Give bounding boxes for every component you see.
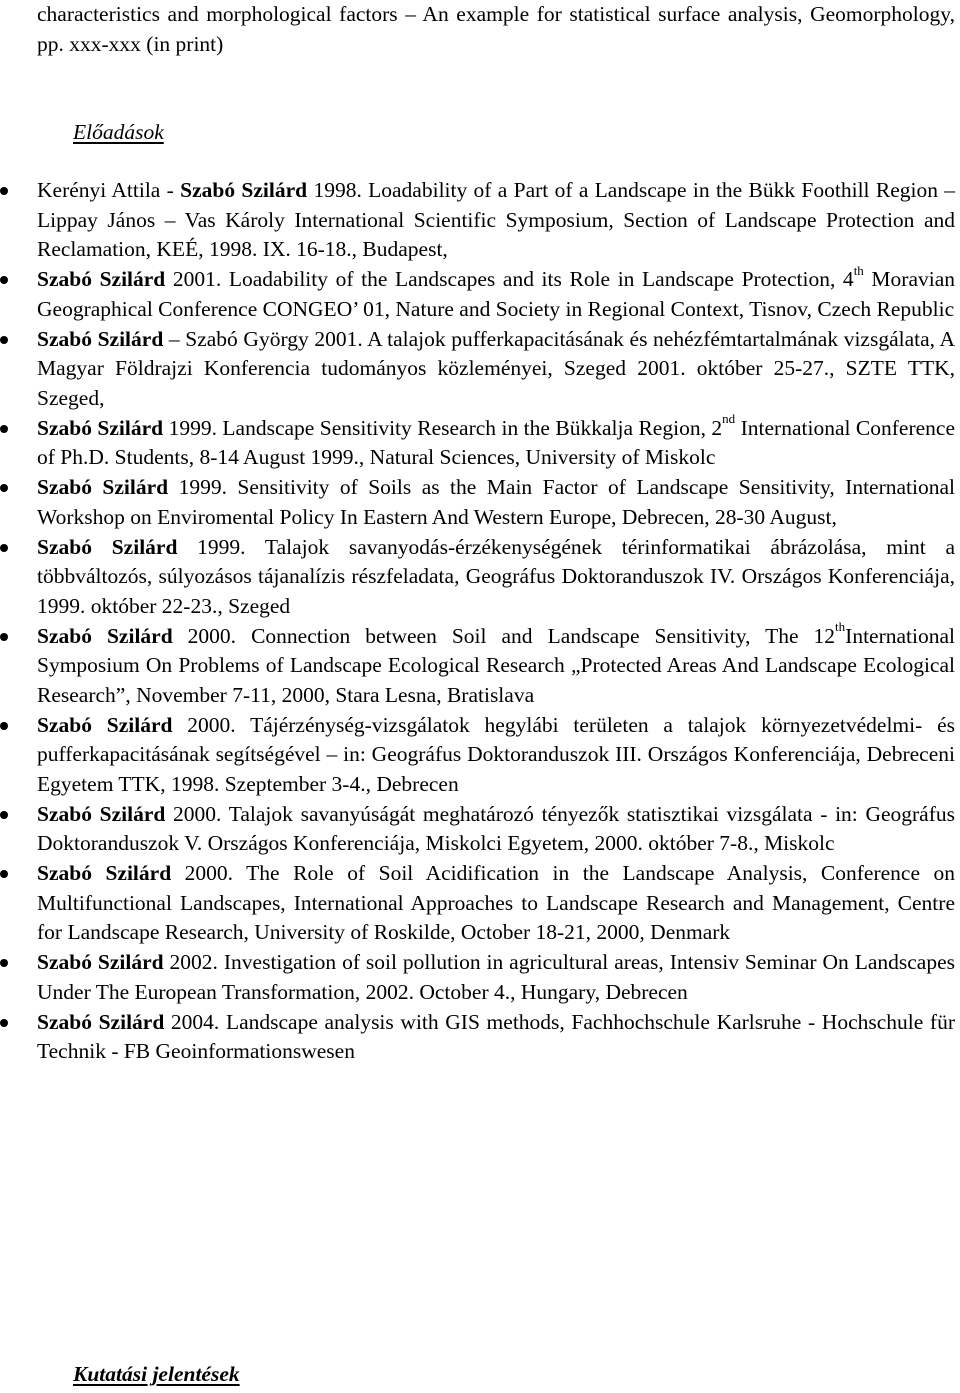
list-item: Szabó Szilárd 1999. Landscape Sensitivity Research in the Bükkalja Region, 2nd International Conference of Ph.D. Students, 8-14 August 1999., Natural Sciences, University of Miskolc [0,414,960,473]
list-item: Szabó Szilárd – Szabó György 2001. A talajok pufferkapacitásának és nehézfémtartalmának vizsgálata, A Magyar Földrajzi Konferencia tudományos közleményei, Szeged 2001. október 25-27., SZTE TTK, Szeged, [0,325,960,414]
section-heading-reports [73,1360,240,1390]
list-item: Szabó Szilárd 1999. Sensitivity of Soils as the Main Factor of Landscape Sensitivity, International Workshop on Enviromental Policy In Eastern And Western Europe, Debrecen, 28-30 August, [0,473,960,532]
list-item: Szabó Szilárd 2004. Landscape analysis with GIS methods, Fachhochschule Karlsruhe - Hochschule für Technik - FB Geoinformationswesen [0,1008,960,1067]
list-item: Kerényi Attila - Szabó Szilárd 1998. Loadability of a Part of a Landscape in the Bükk Foothill Region – Lippay János – Vas Károly International Scientific Symposium, Section of Landscape Protection and Reclamation, KEÉ, 1998. IX. 16-18., Budapest, [0,176,960,265]
list-item: Szabó Szilárd 2000. Tájérzénység-vizsgálatok hegylábi területen a talajok környezetvédelmi- és pufferkapacitásának segítségével – in: Geográfus Doktoranduszok III. Országos Konferenciája, Debreceni Egyetem TTK, 1998. Szeptember 3-4., Debrecen [0,711,960,800]
continuation-text: characteristics and morphological factors – An example for statistical surface analysis, Geomorphology, pp. xxx-xxx (in print) [37,2,955,56]
heading-text: Előadások [73,120,164,144]
list-item: Szabó Szilárd 2002. Investigation of soil pollution in agricultural areas, Intensiv Seminar On Landscapes Under The European Transformation, 2002. October 4., Hungary, Debrecen [0,948,960,1007]
heading-text: Kutatási jelentések [73,1362,240,1386]
list-item: Szabó Szilárd 2000. Talajok savanyúságát meghatározó tényezők statisztikai vizsgálata - in: Geográfus Doktoranduszok V. Országos Konferenciája, Miskolci Egyetem, 2000. október 7-8., Miskolc [0,800,960,859]
lecture-list [0,176,960,1067]
list-item: Szabó Szilárd 2000. The Role of Soil Acidification in the Landscape Analysis, Conference on Multifunctional Landscapes, International Approaches to Landscape Research and Management, Centre for Landscape Research, University of Roskilde, October 18-21, 2000, Denmark [0,859,960,948]
list-item: Szabó Szilárd 2001. Loadability of the Landscapes and its Role in Landscape Protection, 4th Moravian Geographical Conference CONGEO’ 01, Nature and Society in Regional Context, Tisnov, Czech Republic [0,265,960,324]
section-heading-lectures [73,118,164,148]
list-item: Szabó Szilárd 1999. Talajok savanyodás-érzékenységének térinformatikai ábrázolása, mint a többváltozós, súlyozásos tájanalízis részfeladata, Geográfus Doktoranduszok IV. Országos Konferenciája, 1999. október 22-23., Szeged [0,533,960,622]
list-item: Szabó Szilárd 2000. Connection between Soil and Landscape Sensitivity, The 12thInternational Symposium On Problems of Landscape Ecological Research „Protected Areas And Landscape Ecological Research”, November 7-11, 2000, Stara Lesna, Bratislava [0,622,960,711]
